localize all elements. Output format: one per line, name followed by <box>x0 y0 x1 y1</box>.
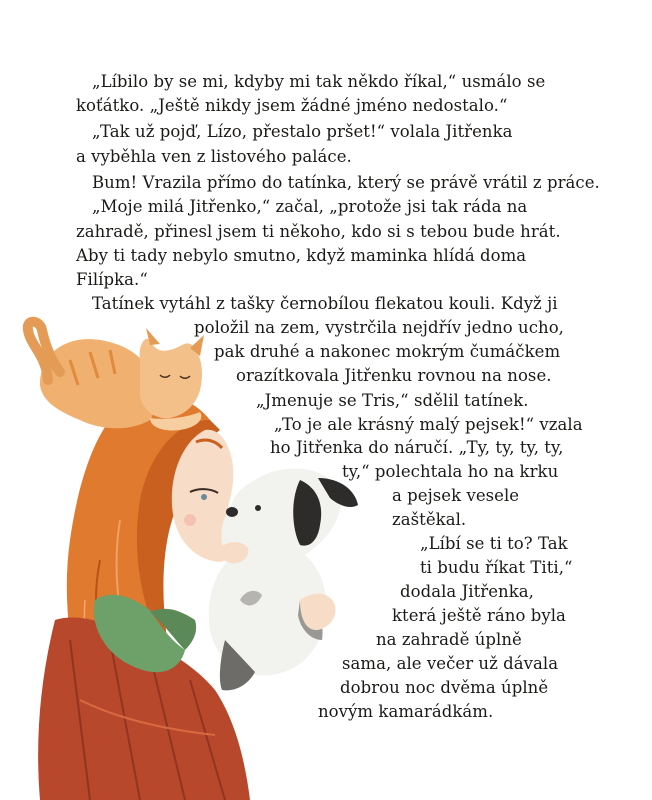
text-line: sama, ale večer už dávala <box>342 654 559 673</box>
text-line: ho Jitřenka do náručí. „Ty, ty, ty, ty, <box>270 438 564 457</box>
text-line: dobrou noc dvěma úplně <box>340 678 549 697</box>
text-line: na zahradě úplně <box>376 630 522 649</box>
text-line: koťátko. „Ještě nikdy jsem žádné jméno nedostalo.“ <box>76 96 508 115</box>
text-line: „Líbí se ti to? Tak <box>420 534 568 553</box>
text-line: „Líbilo by se mi, kdyby mi tak někdo říkal,“ usmálo se <box>92 72 546 91</box>
text-line: „Moje milá Jitřenko,“ začal, „protože jsi tak ráda na <box>92 197 528 216</box>
text-line: „Tak už pojď, Lízo, přestalo pršet!“ volala Jitřenka <box>92 122 513 141</box>
text-line: a pejsek vesele <box>392 486 520 505</box>
text-line: zahradě, přinesl jsem ti někoho, kdo si s tebou bude hrát. <box>76 222 561 241</box>
text-line: Aby ti tady nebylo smutno, když maminka hlídá doma <box>76 246 527 265</box>
text-line: „To je ale krásný malý pejsek!“ vzala <box>274 415 583 434</box>
text-line: ti budu říkat Titi,“ <box>420 558 573 577</box>
text-line: a vyběhla ven z listového paláce. <box>76 147 352 166</box>
text-line: Filípka.“ <box>76 270 148 289</box>
text-line: „Jmenuje se Tris,“ sdělil tatínek. <box>256 391 529 410</box>
text-line: ty,“ polechtala ho na krku <box>342 462 559 481</box>
text-line: dodala Jitřenka, <box>400 582 534 601</box>
text-line: orazítkovala Jitřenku rovnou na nose. <box>236 366 552 385</box>
text-line: Tatínek vytáhl z tašky černobílou flekatou kouli. Když ji <box>92 294 558 313</box>
orange-kitten <box>28 322 204 431</box>
text-line: novým kamarádkám. <box>318 702 494 721</box>
text-line: položil na zem, vystrčila nejdřív jedno ucho, <box>194 318 564 337</box>
text-line: Bum! Vrazila přímo do tatínka, který se právě vrátil z práce. <box>92 173 600 192</box>
text-line: která ještě ráno byla <box>392 606 566 625</box>
text-line: zaštěkal. <box>392 510 467 529</box>
text-line: pak druhé a nakonec mokrým čumáčkem <box>214 342 561 361</box>
black-white-puppy <box>209 468 358 690</box>
